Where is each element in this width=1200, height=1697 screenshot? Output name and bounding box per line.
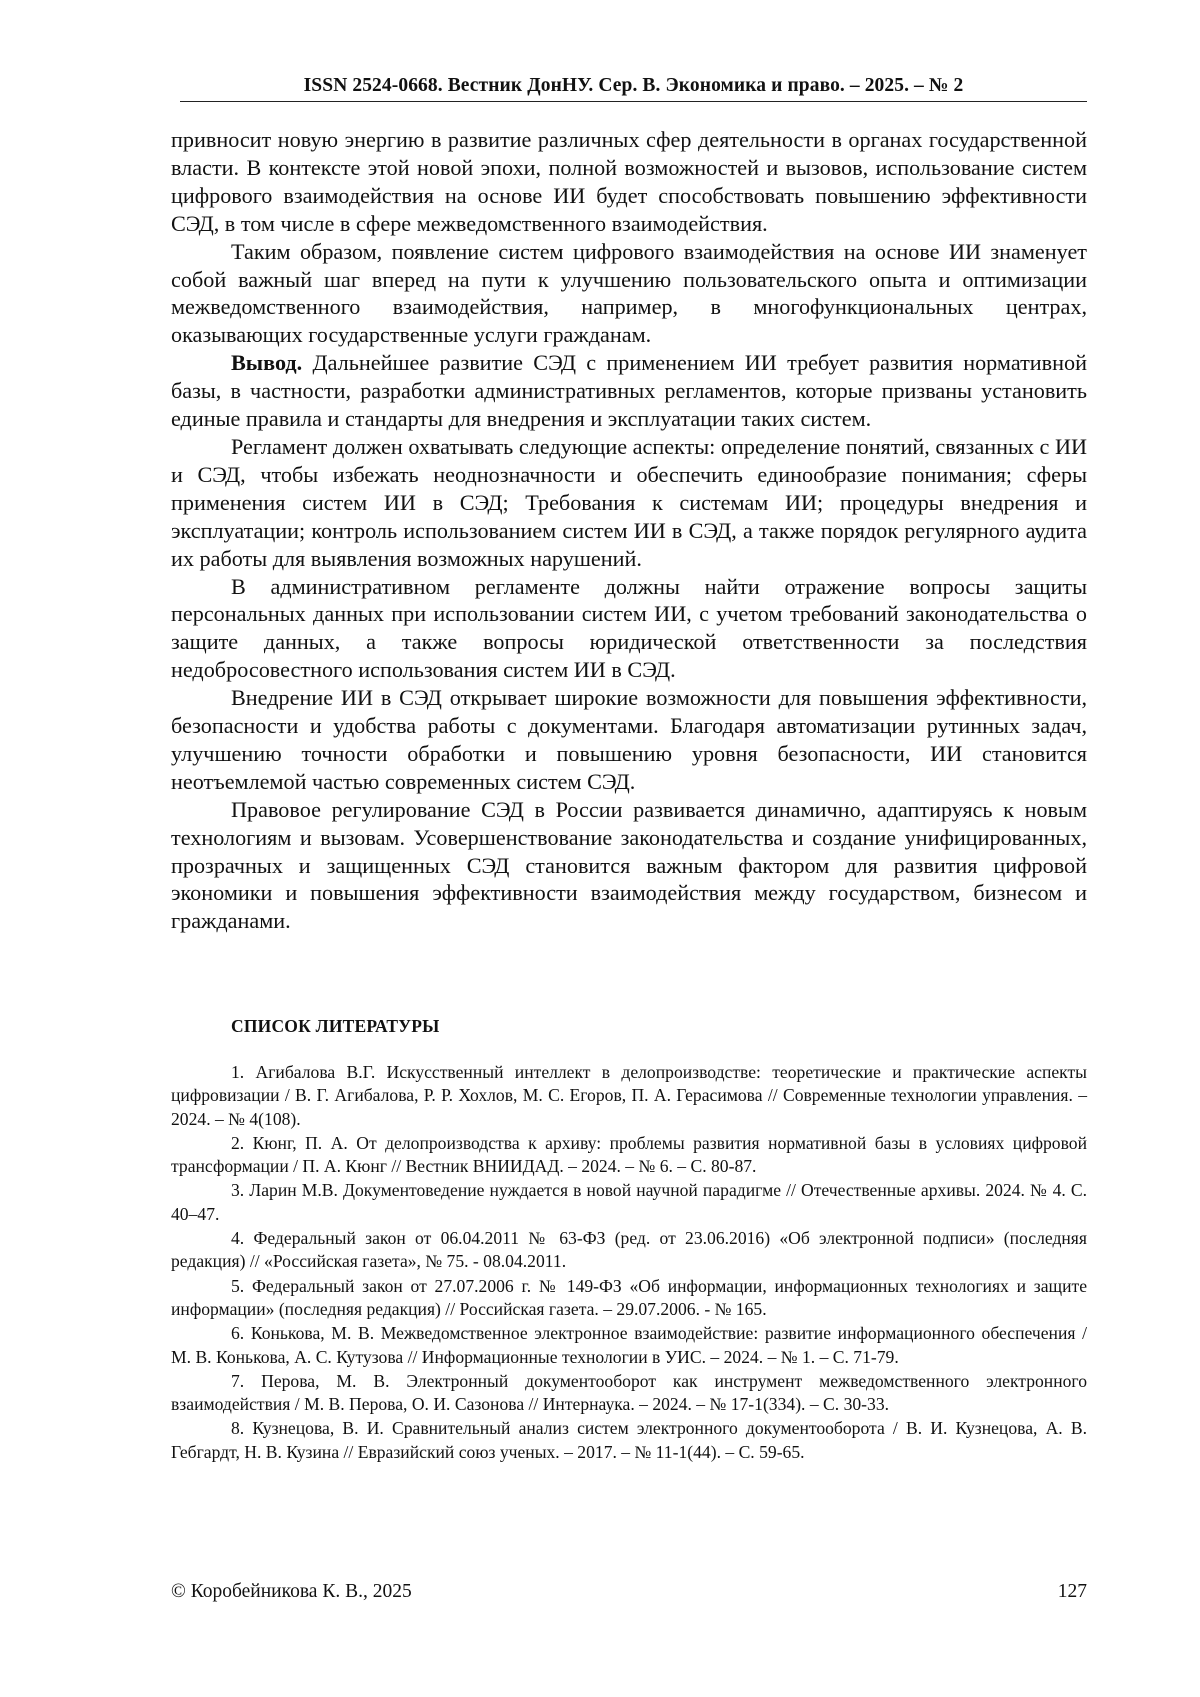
paragraph-text: привносит новую энергию в развитие различных сфер деятельности в органах государственной власти. В контексте этой новой эпохи, полной возможностей и вызовов, использование систем цифрового взаимодействия на основе ИИ будет способствовать повышению эффективности СЭД, в том числе в сфере межведомственного взаимодействия. xyxy=(171,127,1087,236)
header-rule xyxy=(180,101,1087,102)
references-heading: СПИСОК ЛИТЕРАТУРЫ xyxy=(231,1016,440,1036)
body-paragraph-2 xyxy=(171,238,1087,350)
paragraph-text: Дальнейшее развитие СЭД с применением ИИ требует развития нормативной базы, в частности, разработки административных регламентов, которые призваны установить единые правила и стандарты для внедрения и эксплуатации таких систем. xyxy=(171,350,1087,432)
article-body xyxy=(171,126,1087,935)
paragraph-text: Регламент должен охватывать следующие аспекты: определение понятий, связанных с ИИ и СЭД, чтобы избежать неоднозначности и обеспечить единообразие понимания; сферы применения систем ИИ в СЭД; Требования к системам ИИ; процедуры внедрения и эксплуатации; контроль использованием систем ИИ в СЭД, а также порядок регулярного аудита их работы для выявления возможных нарушений. xyxy=(171,433,1087,571)
paragraph-text: Таким образом, появление систем цифрового взаимодействия на основе ИИ знаменует собой важный шаг вперед на пути к улучшению пользовательского опыта и оптимизации межведомственного взаимодействия, например, в многофункциональных центрах, оказывающих государственные услуги гражданам. xyxy=(171,238,1087,348)
reference-item: 3. Ларин М.В. Документоведение нуждается в новой научной парадигме // Отечественные архивы. 2024. № 4. С. 40–47. xyxy=(171,1180,1087,1224)
body-paragraph-7 xyxy=(171,796,1087,936)
body-paragraph-1 xyxy=(171,126,1087,238)
page-number: 127 xyxy=(1057,1581,1087,1602)
reference-item: 2. Кюнг, П. А. От делопроизводства к архиву: проблемы развития нормативной базы в условиях цифровой трансформации / П. А. Кюнг // Вестник ВНИИДАД. – 2024. – № 6. – С. 80-87. xyxy=(171,1132,1087,1177)
copyright-notice: © Коробейникова К. В., 2025 xyxy=(171,1581,412,1602)
paragraph-text: Правовое регулирование СЭД в России развивается динамично, адаптируясь к новым технологиям и вызовам. Усовершенствование законодательства и создание унифицированных, прозрачных и защищенных СЭД становится важным фактором для развития цифровой экономики и повышения эффективности взаимодействия между государством, бизнесом и гражданами. xyxy=(171,796,1087,934)
running-header: ISSN 2524-0668. Вестник ДонНУ. Сер. В. Экономика и право. – 2025. – № 2 xyxy=(303,75,964,96)
body-paragraph-4 xyxy=(171,433,1087,573)
paragraph-text: В административном регламенте должны найти отражение вопросы защиты персональных данных при использовании систем ИИ, с учетом требований законодательства о защите данных, а также вопросы юридической ответственности за последствия недобросовестного использования систем ИИ в СЭД. xyxy=(171,573,1087,683)
conclusion-lead: Вывод. xyxy=(231,350,303,376)
reference-item: 4. Федеральный закон от 06.04.2011 № 63-ФЗ (ред. от 23.06.2016) «Об электронной подписи» (последняя редакция) // «Российская газета», № 75. - 08.04.2011. xyxy=(171,1228,1087,1272)
reference-item: 8. Кузнецова, В. И. Сравнительный анализ систем электронного документооборота / В. И. Кузнецова, А. В. Гебгардт, Н. В. Кузина // Евразийский союз ученых. – 2017. – № 11-1(44). – С. 59-65. xyxy=(171,1418,1087,1462)
body-paragraph-conclusion xyxy=(171,349,1087,433)
reference-item: 1. Агибалова В.Г. Искусственный интеллект в делопроизводстве: теоретические и практические аспекты цифровизации / В. Г. Агибалова, Р. Р. Хохлов, М. С. Егоров, П. А. Герасимова // Современные технологии управления. – 2024. – № 4(108). xyxy=(171,1062,1087,1129)
references-list xyxy=(171,1061,1087,1465)
reference-item: 5. Федеральный закон от 27.07.2006 г. № 149-ФЗ «Об информации, информационных технологиях и защите информации» (последняя редакция) // Российская газета. – 29.07.2006. - № 165. xyxy=(171,1275,1087,1319)
reference-item: 7. Перова, М. В. Электронный документооборот как инструмент межведомственного электронного взаимодействия / М. В. Перова, О. И. Сазонова // Интернаука. – 2024. – № 17-1(334). – С. 30-33. xyxy=(171,1370,1087,1415)
paragraph-text: Внедрение ИИ в СЭД открывает широкие возможности для повышения эффективности, безопасности и удобства работы с документами. Благодаря автоматизации рутинных задач, улучшению точности обработки и повышению уровня безопасности, ИИ становится неотъемлемой частью современных систем СЭД. xyxy=(171,685,1087,794)
body-paragraph-5 xyxy=(171,573,1087,685)
reference-item: 6. Конькова, М. В. Межведомственное электронное взаимодействие: развитие информационного обеспечения / М. В. Конькова, А. С. Кутузова // Информационные технологии в УИС. – 2024. – № 1. – С. 71-79. xyxy=(171,1323,1087,1367)
body-paragraph-6 xyxy=(171,684,1087,796)
